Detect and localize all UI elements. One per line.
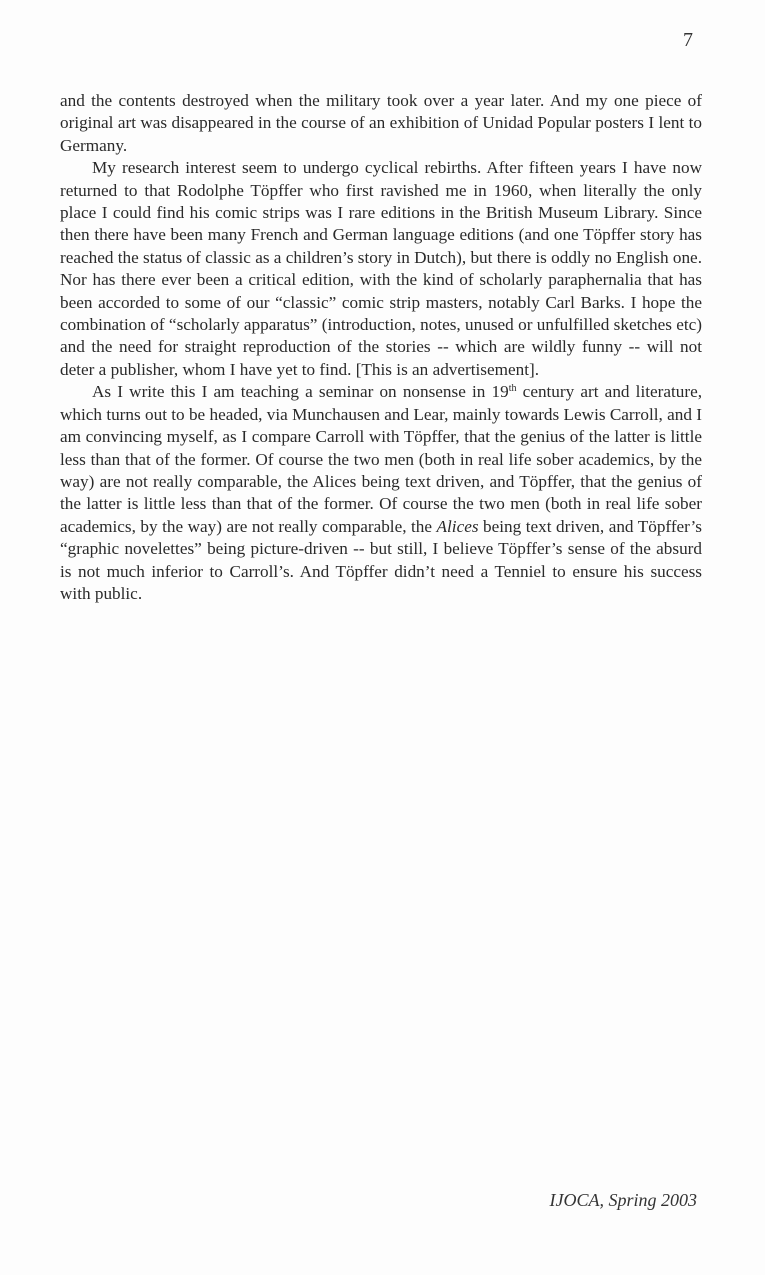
paragraph-3 <box>60 381 702 605</box>
italic-alices: Alices <box>436 516 479 536</box>
journal-footer: IJOCA, Spring 2003 <box>549 1190 697 1210</box>
paragraph-3-text-b: century art and literature, which turns out to be headed, via Munchausen and Lear, mainly towards Lewis Carroll, and I am convincing myself, as I compare Carroll with Töpffer, that the genius of the latter is little less than that of the former. Of course the two men (both in real life sober academics, by the way) are not really comparable, the Alices being text driven, and Töpffer, that the genius of the latter is little less than that of the former. Of course the two men (both in real life sober academics, by the way) are not really comparable, the <box>60 382 702 536</box>
superscript-th: th <box>508 383 517 395</box>
paragraph-2: My research interest seem to undergo cyclical rebirths. After fifteen years I have now returned to that Rodolphe Töpffer who first ravished me in 1960, when literally the only place I could find his comic strips was I rare editions in the British Museum Library. Since then there have been many French and German language editions (and one Töpffer story has reached the status of classic as a children’s story in Dutch), but there is oddly no English one. Nor has there ever been a critical edition, with the kind of scholarly paraphernalia that has been accorded to some of our “classic” comic strip masters, notably Carl Barks. I hope the combination of “scholarly apparatus” (introduction, notes, unused or unfulfilled sketches etc) and the need for straight reproduction of the stories -- which are wildly funny -- will not deter a publisher, whom I have yet to find. [This is an advertisement]. <box>60 158 702 379</box>
paragraph-3-text-c: being text driven, and Töpffer’s “graphic novelettes” being picture-driven -- but still, I believe Töpffer’s sense of the absurd is not much inferior to Carroll’s. And Töpffer didn’t need a Tenniel to ensure his success with public. <box>60 516 703 603</box>
paragraph-3-text-a: As I write this I am teaching a seminar on nonsense in 19 <box>92 382 509 402</box>
paragraph-1: and the contents destroyed when the military took over a year later. And my one piece of original art was disappeared in the course of an exhibition of Unidad Popular posters I lent to Germany. <box>60 91 702 155</box>
page-number: 7 <box>683 29 693 51</box>
article-body <box>60 90 702 605</box>
